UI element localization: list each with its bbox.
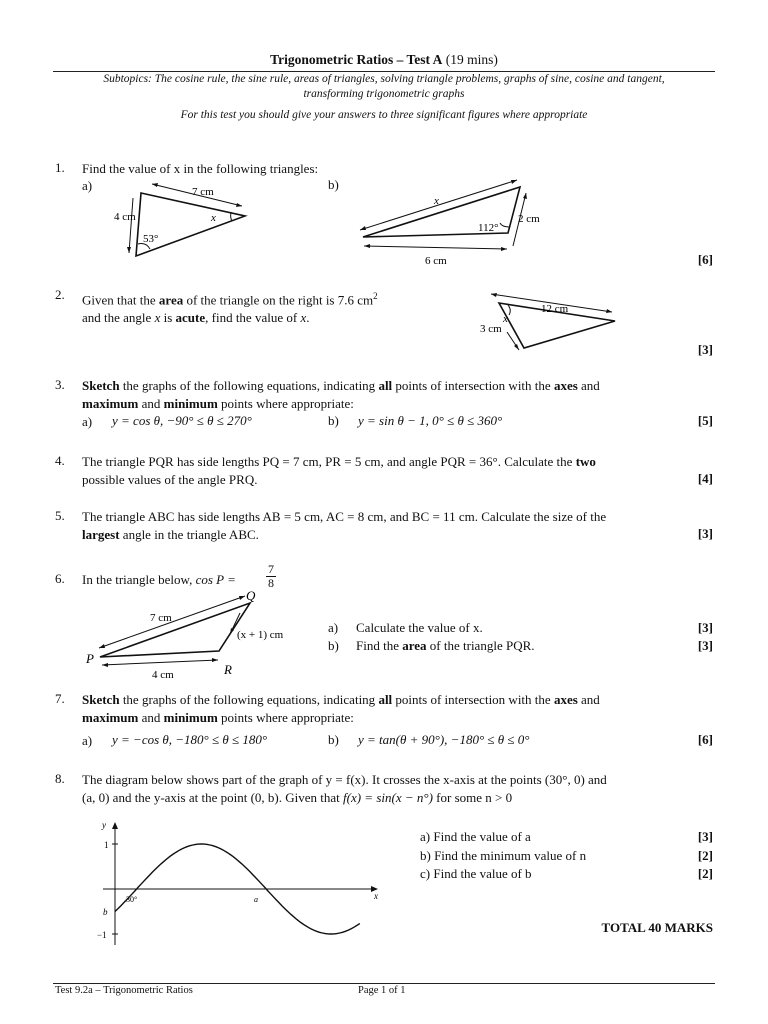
q3-bold-all: all <box>378 378 393 393</box>
q7-bold-sketch: Sketch <box>82 692 120 707</box>
q5-text <box>82 508 606 544</box>
q1-part-b-label: b) <box>328 177 339 192</box>
q8-sine-graph <box>88 818 388 948</box>
q6-number: 6. <box>55 571 65 586</box>
q1b-arrowhead <box>501 247 507 251</box>
q2-arrowhead <box>606 309 612 313</box>
page-title <box>0 52 768 68</box>
q3-bold-minimum: minimum <box>163 396 218 411</box>
q8c-text: c) Find the value of b <box>420 866 532 881</box>
q8-y-arrowhead <box>112 822 118 829</box>
q8-equation: f(x) = sin(x − n°) <box>343 790 433 805</box>
q8-y-max-label: 1 <box>104 840 109 850</box>
q3-text-2: points of intersection with the <box>395 378 551 393</box>
q1a-arrowhead <box>152 183 158 187</box>
q1b-label-angle: 112° <box>478 222 499 234</box>
q2-sup: 2 <box>373 291 378 301</box>
footer-rule <box>53 983 715 984</box>
q6b-text-2: of the triangle PQR. <box>429 638 535 653</box>
q1-text: Find the value of x in the following triangles: <box>82 161 319 176</box>
q3b-equation: y = sin θ − 1, 0° ≤ θ ≤ 360° <box>358 413 503 428</box>
title-text: Trigonometric Ratios – Test A <box>270 52 443 67</box>
q2-bold-area: area <box>158 292 184 308</box>
q6-label-P: P <box>86 651 94 666</box>
q4-marks: [4] <box>697 471 713 486</box>
q2-number: 2. <box>55 287 65 302</box>
q6b-text <box>356 638 535 654</box>
q5-bold-largest: largest <box>82 527 120 542</box>
q3a-equation: y = cos θ, −90° ≤ θ ≤ 270° <box>112 413 252 428</box>
q8-a-label: a <box>254 895 258 904</box>
q4-bold-two: two <box>575 454 596 469</box>
q6-frac-den: 8 <box>268 576 274 590</box>
q2-angle-arc <box>508 305 510 315</box>
q4-line2: possible values of the angle PRQ. <box>82 472 258 487</box>
q1b-triangle-figure <box>350 175 560 270</box>
q7-number: 7. <box>55 691 65 706</box>
q1b-arrowhead <box>523 193 527 199</box>
q6-arrow-PR <box>102 660 218 665</box>
q1b-arrowhead <box>360 226 366 230</box>
q6a-marks: [3] <box>697 620 713 635</box>
q8-number: 8. <box>55 771 65 786</box>
q3-marks: [5] <box>697 413 713 428</box>
q5-number: 5. <box>55 508 65 523</box>
q8-y-label: y <box>102 820 106 830</box>
q6-intro: In the triangle below, <box>82 572 193 587</box>
q1b-label-x: x <box>434 195 439 207</box>
q1a-arrowhead <box>236 203 242 207</box>
q7-bold-maximum: maximum <box>82 710 139 725</box>
q8-line2-a: (a, 0) and the y-axis at the point (0, b). Given that <box>82 790 340 805</box>
q7-text <box>82 691 714 727</box>
q7b-equation: y = tan(θ + 90°), −180° ≤ θ ≤ 0° <box>358 732 530 747</box>
q1b-arrow-bottom <box>364 246 507 249</box>
q4-number: 4. <box>55 453 65 468</box>
q8a-text: a) Find the value of a <box>420 829 531 844</box>
q6b-bold-area: area <box>402 638 427 653</box>
q8c-marks: [2] <box>697 866 713 881</box>
q1a-arrow-left <box>129 198 133 253</box>
q3-text-3: and <box>581 378 600 393</box>
q2-label-x: x <box>503 313 508 325</box>
q2-text-2: of the triangle on the right is 7.6 cm <box>186 292 374 308</box>
q1a-triangle-figure <box>100 178 270 268</box>
q6-triangle-figure <box>80 586 320 681</box>
subtopics <box>60 72 708 102</box>
q1b-arrowhead <box>364 244 370 248</box>
sigfig-note: For this test you should give your answers to three significant figures where appropriate <box>180 109 588 121</box>
q2-end: . <box>306 310 310 326</box>
q2-x2: x <box>300 310 307 326</box>
q3-text-4: and <box>141 396 161 411</box>
q7a-equation: y = −cos θ, −180° ≤ θ ≤ 180° <box>112 732 268 747</box>
q6b-label: b) <box>328 638 339 653</box>
q3-text <box>82 377 714 413</box>
q2-marks: [3] <box>697 342 713 357</box>
q3-number: 3. <box>55 377 65 392</box>
q3-bold-axes: axes <box>553 378 578 393</box>
q6-arrowhead <box>102 663 108 667</box>
q7-text-5: points where appropriate: <box>221 710 354 725</box>
q6-label-QR: (x + 1) cm <box>237 629 284 641</box>
q3-text-1: the graphs of the following equations, indicating <box>122 378 376 393</box>
q7-bold-minimum: minimum <box>163 710 218 725</box>
q2-label-top: 12 cm <box>541 303 569 315</box>
q2-arrowhead <box>514 344 519 350</box>
subtopics-line1: Subtopics: The cosine rule, the sine rule, areas of triangles, solving triangle problems, graphs of sine, cosine and tangent, <box>103 73 665 85</box>
q8a-marks: [3] <box>697 829 713 844</box>
q6b-marks: [3] <box>697 638 713 653</box>
q2-text-3: and the angle <box>82 310 152 326</box>
q7-text-1: the graphs of the following equations, indicating <box>122 692 376 707</box>
q7-bold-axes: axes <box>553 692 578 707</box>
q5-line2: angle in the triangle ABC. <box>122 527 259 542</box>
q7b-label: b) <box>328 732 339 747</box>
q2-text-4: is <box>163 310 173 326</box>
q1a-label-left: 4 cm <box>114 211 136 223</box>
q5-marks: [3] <box>697 526 713 541</box>
q2-triangle-figure <box>472 288 632 358</box>
q8b-marks: [2] <box>697 848 713 863</box>
q6-arrowhead <box>212 658 218 662</box>
q4-text <box>82 453 596 489</box>
q1a-label-angle: 53° <box>143 233 159 245</box>
q7a-label: a) <box>82 733 93 748</box>
q1b-label-bottom: 6 cm <box>425 255 447 267</box>
q8-line1: The diagram below shows part of the graph of y = f(x). It crosses the x-axis at the points (30°, 0) and <box>82 772 607 787</box>
q7-text-4: and <box>141 710 161 725</box>
q1-marks: [6] <box>697 252 713 267</box>
q8-text <box>82 771 607 807</box>
q2-bold-acute: acute <box>175 310 206 326</box>
footer-page: Page 1 of 1 <box>358 985 406 996</box>
q6-frac-num: 7 <box>268 562 274 576</box>
q6-arrowhead <box>239 596 245 600</box>
q8-b-label: b <box>103 907 108 917</box>
q6-label-R: R <box>224 662 232 677</box>
subtopics-line2: transforming trigonometric graphs <box>303 88 465 100</box>
q1-number: 1. <box>55 160 65 175</box>
q1b-arrowhead <box>511 180 517 184</box>
q6a-text: Calculate the value of x. <box>356 620 483 635</box>
footer-left: Test 9.2a – Trigonometric Ratios <box>55 985 193 996</box>
q2-label-left: 3 cm <box>480 323 502 335</box>
q3b-label: b) <box>328 413 339 428</box>
q6-label-Q: Q <box>246 588 256 603</box>
q1a-label-top: 7 cm <box>192 186 214 198</box>
q3-bold-maximum: maximum <box>82 396 139 411</box>
q3-bold-sketch: Sketch <box>82 378 120 393</box>
q3a-label: a) <box>82 414 93 429</box>
q2-text-1: Given that the <box>82 292 156 308</box>
q2-text <box>82 287 378 327</box>
total-marks: TOTAL 40 MARKS <box>601 920 713 935</box>
q7-text-2: points of intersection with the <box>395 692 551 707</box>
q8-30-label: 30° <box>126 895 138 904</box>
q1b-angle-arc <box>500 223 510 227</box>
q7-text-3: and <box>581 692 600 707</box>
q1-part-a-label: a) <box>82 178 93 193</box>
q2-x: x <box>154 310 161 326</box>
q6a-label: a) <box>328 620 339 635</box>
q6-arrowhead <box>99 644 105 648</box>
q2-arrowhead <box>491 293 497 297</box>
q6b-text-1: Find the <box>356 638 399 653</box>
q3-text-5: points where appropriate: <box>221 396 354 411</box>
q6-label-PQ: 7 cm <box>150 612 172 624</box>
q8-line2-b: for some n > 0 <box>436 790 513 805</box>
q6-cos-lhs: cos P = <box>195 572 236 587</box>
q7-marks: [6] <box>697 732 713 747</box>
q1a-arrowhead <box>127 247 131 253</box>
q2-text-5: , find the value of <box>205 310 298 326</box>
q8b-text: b) Find the minimum value of n <box>420 848 587 863</box>
q6-label-PR: 4 cm <box>152 669 174 681</box>
q1b-label-right: 2 cm <box>518 213 540 225</box>
q5-line1: The triangle ABC has side lengths AB = 5 cm, AC = 8 cm, and BC = 11 cm. Calculate the size of the <box>82 509 607 524</box>
q4-line1: The triangle PQR has side lengths PQ = 7 cm, PR = 5 cm, and angle PQR = 36°. Calculate the <box>82 454 573 469</box>
q6-arrow-PQ <box>99 596 245 648</box>
q8-x-label: x <box>374 891 378 901</box>
title-time: (19 mins) <box>445 52 498 67</box>
q6-triangle <box>100 603 250 657</box>
q1a-label-x: x <box>211 212 216 224</box>
q7-bold-all: all <box>378 692 393 707</box>
q8-y-min-label: −1 <box>97 930 107 940</box>
